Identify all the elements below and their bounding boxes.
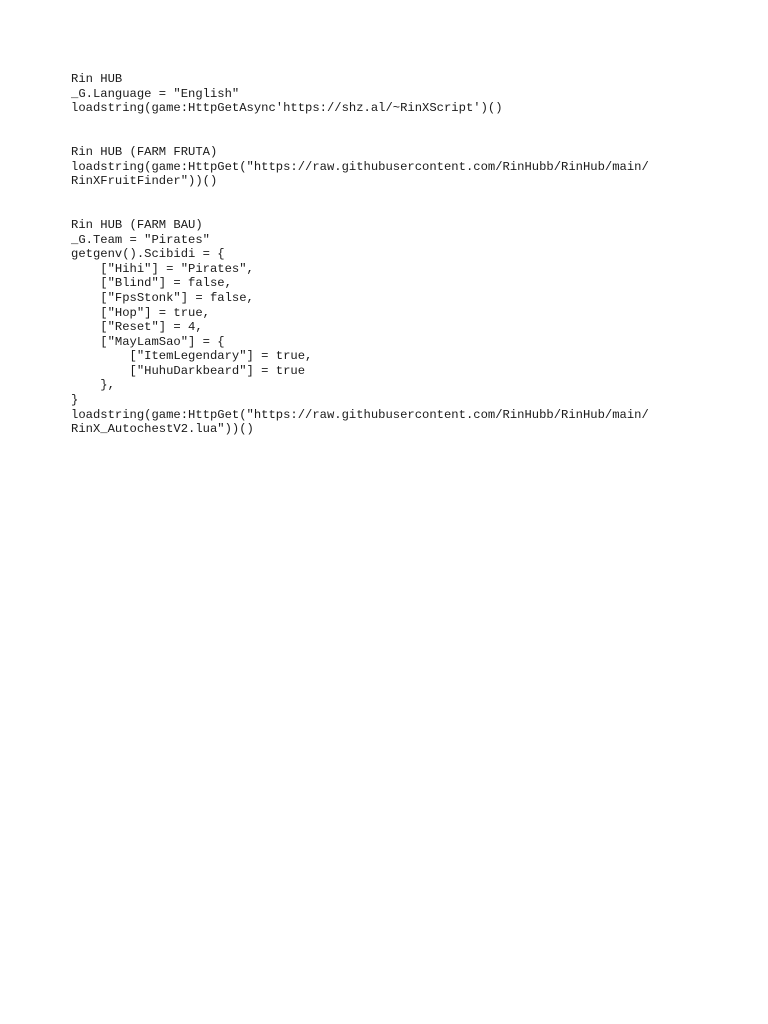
block-spacer bbox=[71, 189, 751, 218]
code-line: ["Hihi"] = "Pirates", bbox=[71, 261, 254, 276]
script-block-main bbox=[71, 72, 751, 116]
code-line: ["FpsStonk"] = false, bbox=[71, 290, 254, 305]
code-line: ["MayLamSao"] = { bbox=[71, 334, 225, 349]
block-spacer bbox=[71, 116, 751, 145]
code-line: }, bbox=[71, 378, 115, 393]
code-line: ["Reset"] = 4, bbox=[71, 320, 203, 335]
code-line: } bbox=[71, 393, 79, 408]
document-page bbox=[71, 72, 751, 437]
code-line: Rin HUB (FARM FRUTA) bbox=[71, 144, 218, 159]
code-line: loadstring(game:HttpGetAsync'https://shz.al/~RinXScript')() bbox=[71, 101, 503, 116]
code-line: getgenv().Scibidi = { bbox=[71, 247, 225, 262]
code-line: ["Blind"] = false, bbox=[71, 276, 232, 291]
code-line: ["HuhuDarkbeard"] = true bbox=[71, 363, 306, 378]
code-line: _G.Language = "English" bbox=[71, 86, 240, 101]
code-line: RinX_AutochestV2.lua"))() bbox=[71, 422, 254, 437]
code-line: loadstring(game:HttpGet("https://raw.githubusercontent.com/RinHubb/RinHub/main/ bbox=[71, 159, 649, 174]
code-line: RinXFruitFinder"))() bbox=[71, 174, 218, 189]
code-line: loadstring(game:HttpGet("https://raw.githubusercontent.com/RinHubb/RinHub/main/ bbox=[71, 407, 649, 422]
script-block-farm-fruta bbox=[71, 145, 751, 189]
code-line: ["Hop"] = true, bbox=[71, 305, 210, 320]
code-line: Rin HUB (FARM BAU) bbox=[71, 217, 203, 232]
code-line: ["ItemLegendary"] = true, bbox=[71, 349, 313, 364]
code-line: _G.Team = "Pirates" bbox=[71, 232, 210, 247]
script-block-farm-bau bbox=[71, 218, 751, 437]
code-line: Rin HUB bbox=[71, 72, 123, 86]
